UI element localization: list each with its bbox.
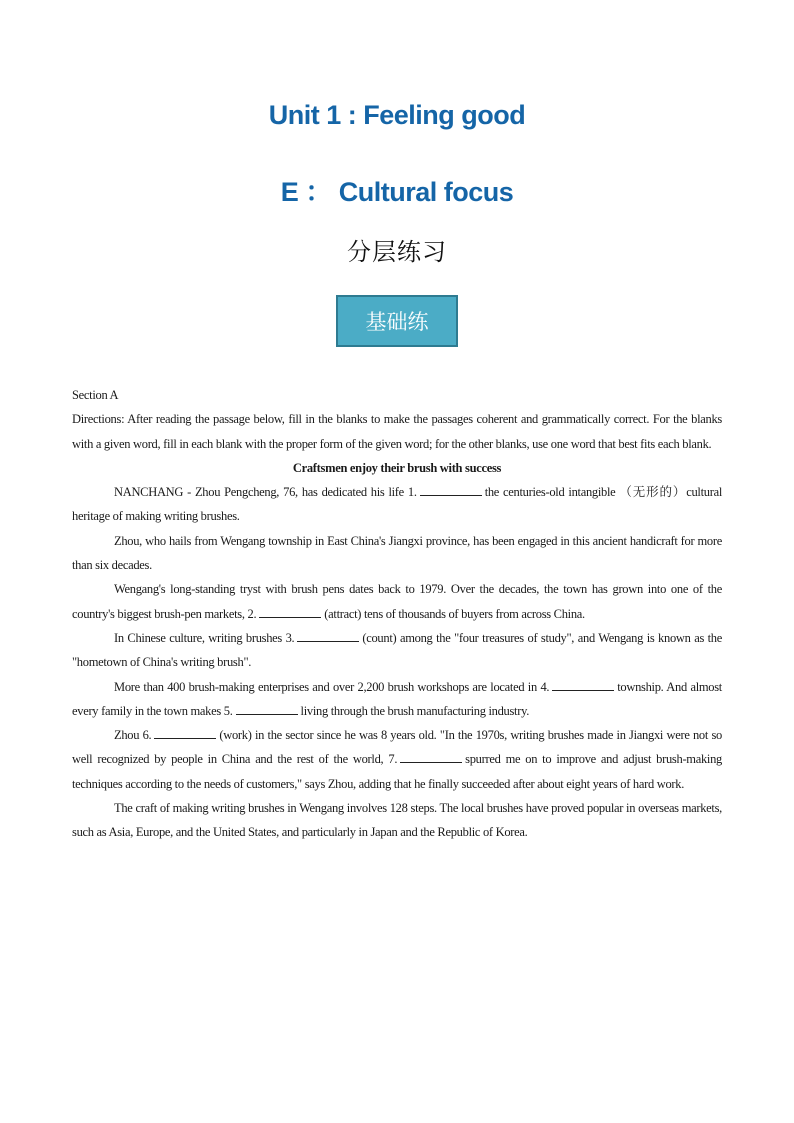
paragraph-text: township. And almost every family in the town makes 5. (72, 679, 722, 718)
answer-blank-3[interactable] (297, 629, 359, 642)
paragraph-text: the centuries-old intangible （无形的）cultural heritage of making writing brushes. (72, 485, 722, 524)
answer-blank-1[interactable] (420, 483, 482, 496)
paragraph-text: In Chinese culture, writing brushes 3. (114, 630, 295, 645)
paragraph-5 (72, 675, 722, 724)
paragraph-4 (72, 626, 722, 675)
paragraph-text: (attract) tens of thousands of buyers from across China. (324, 606, 585, 621)
paragraph-7: The craft of making writing brushes in Wengang involves 128 steps. The local brushes have proved popular in overseas markets, such as Asia, Europe, and the United States, and particularly in Japan and the Republic of Korea. (72, 801, 722, 840)
level-label: 基础练 (365, 310, 429, 334)
answer-blank-2[interactable] (259, 605, 321, 618)
paragraph-text: More than 400 brush-making enterprises and over 2,200 brush workshops are located in 4. (114, 679, 550, 694)
paragraph-text: NANCHANG - Zhou Pengcheng, 76, has dedicated his life 1. (114, 485, 417, 500)
directions-text: Directions: After reading the passage below, fill in the blanks to make the passages coherent and grammatically correct. For the blanks with a given word, fill in each blank with the proper form of the given word; for the other blanks, use one word that best fits each blank. (72, 412, 722, 451)
paragraph-2: Zhou, who hails from Wengang township in East China's Jiangxi province, has been engaged in this ancient handicraft for more than six decades. (72, 533, 722, 573)
exercise-content (72, 383, 722, 845)
paragraph-1 (72, 480, 722, 529)
paragraph-3 (72, 577, 722, 626)
answer-blank-6[interactable] (154, 726, 216, 739)
answer-blank-7[interactable] (400, 750, 462, 763)
paragraph-text: Zhou 6. (114, 728, 152, 743)
unit-title: Unit 1 : Feeling good (268, 100, 526, 130)
section-label: Section A (72, 388, 119, 402)
page-subtitle: 分层练习 (347, 238, 447, 266)
paragraph-text: living through the brush manufacturing industry. (300, 703, 530, 718)
paragraph-text: (count) among the "four treasures of study", and Wengang is known as the "hometown of China's writing brush". (72, 630, 722, 670)
paragraph-6 (72, 723, 722, 796)
answer-blank-4[interactable] (552, 678, 614, 691)
paragraph-text: (work) in the sector since he was 8 years old. "In the 1970s, writing brushes made in Jiangxi were not so well recognized by people in China and the rest of the world, 7. (72, 728, 722, 767)
level-badge (336, 295, 458, 347)
paragraph-text: Wengang's long-standing tryst with brush pens dates back to 1979. Over the decades, the town has grown into one of the country's biggest brush-pen markets, 2. (72, 582, 722, 621)
paragraph-text: spurred me on to improve and adjust brush-making techniques according to the needs of customers," says Zhou, adding that he finally succeeded after about eight years of hard work. (72, 752, 722, 791)
passage-title: Craftsmen enjoy their brush with success (292, 460, 502, 475)
answer-blank-5[interactable] (236, 702, 298, 715)
section-title: E ： Cultural focus (280, 177, 514, 207)
